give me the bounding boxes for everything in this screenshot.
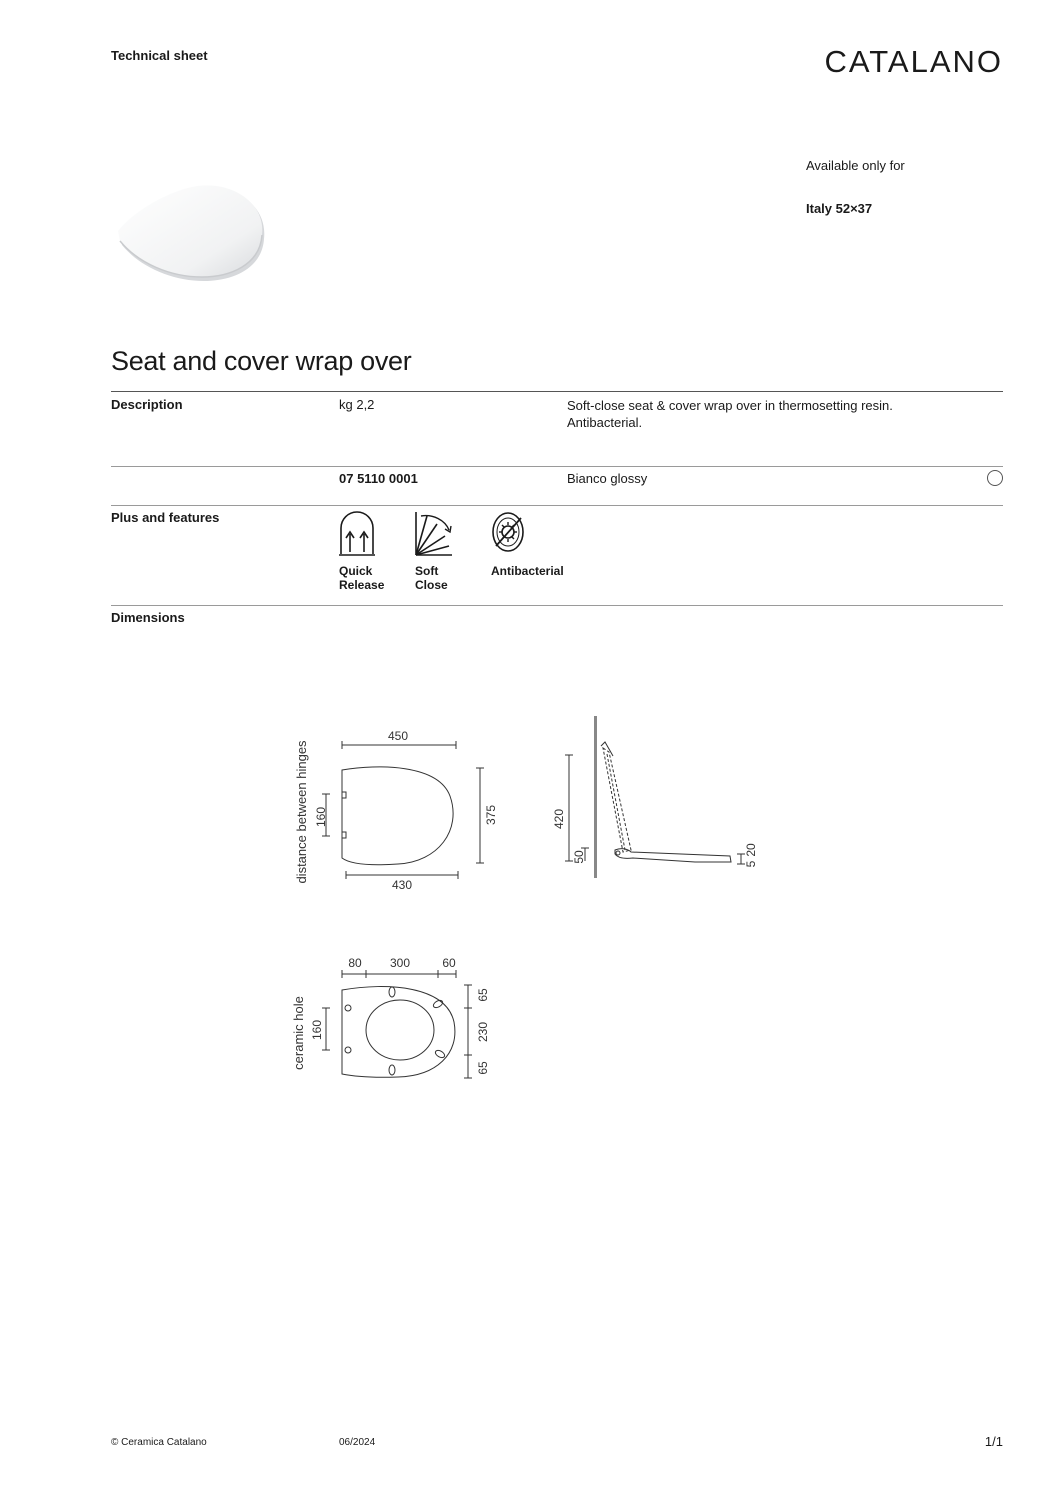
- dim-thickness-a: 5: [744, 860, 758, 868]
- side-view-drawing: [545, 712, 770, 884]
- feature-label-line1: Antibacterial: [491, 564, 564, 578]
- description-label: Description: [111, 397, 183, 412]
- dim-side-label: distance between hinges: [294, 740, 309, 884]
- feature-quick-release: [339, 510, 409, 592]
- dimensions-label: Dimensions: [111, 610, 185, 625]
- description-text: [567, 397, 893, 431]
- footer-copyright: © Ceramica Catalano: [111, 1437, 207, 1448]
- dim-height-open: 420: [552, 808, 566, 830]
- product-image: [112, 183, 272, 288]
- dim-seg-bottom: 65: [476, 1061, 490, 1075]
- dim-offset-left: 80: [348, 956, 362, 970]
- dim-ceramic-label: ceramic hole: [291, 996, 306, 1070]
- brand-logo: CATALANO: [824, 44, 1003, 79]
- dim-width-top: 450: [387, 729, 409, 743]
- antibacterial-icon: [491, 510, 529, 558]
- divider: [111, 466, 1003, 467]
- dim-seg-top: 65: [476, 988, 490, 1002]
- availability-label: Available only for: [806, 158, 905, 173]
- description-text-line1: Soft-close seat & cover wrap over in thermosetting resin.: [567, 398, 893, 413]
- divider: [111, 391, 1003, 392]
- dim-hinge-distance: 160: [314, 806, 328, 828]
- quick-release-icon: [339, 510, 375, 558]
- feature-label-line1: Soft: [415, 564, 439, 578]
- color-swatch[interactable]: [987, 470, 1003, 486]
- top-view-drawing: [288, 720, 508, 900]
- dim-width-bottom: 430: [391, 878, 413, 892]
- dim-offset-right: 60: [442, 956, 456, 970]
- sheet-label: Technical sheet: [111, 48, 208, 63]
- availability-market: Italy 52×37: [806, 201, 873, 216]
- dim-depth: 375: [484, 804, 498, 826]
- description-weight: kg 2,2: [339, 397, 375, 412]
- dim-hinge-height: 50: [572, 850, 586, 864]
- dim-span: 300: [389, 956, 411, 970]
- feature-label-line1: Quick: [339, 564, 373, 578]
- feature-soft-close: [415, 510, 485, 592]
- soft-close-icon: [415, 510, 453, 558]
- dim-hole-distance: 160: [310, 1019, 324, 1041]
- variant-finish: Bianco glossy: [567, 471, 648, 486]
- divider: [111, 605, 1003, 606]
- features-label: Plus and features: [111, 510, 220, 525]
- dim-seg-mid: 230: [476, 1021, 490, 1043]
- feature-label-line2: Release: [339, 578, 385, 592]
- feature-antibacterial: [491, 510, 581, 578]
- variant-code: 07 5110 0001: [339, 471, 418, 486]
- dim-thickness-b: 20: [744, 843, 758, 857]
- divider: [111, 505, 1003, 506]
- feature-label-line2: Close: [415, 578, 448, 592]
- product-title: Seat and cover wrap over: [111, 346, 412, 376]
- footer-date: 06/2024: [339, 1437, 376, 1448]
- description-text-line2: Antibacterial.: [567, 415, 643, 430]
- bottom-view-drawing: [288, 950, 508, 1085]
- footer-page: 1/1: [984, 1434, 1003, 1449]
